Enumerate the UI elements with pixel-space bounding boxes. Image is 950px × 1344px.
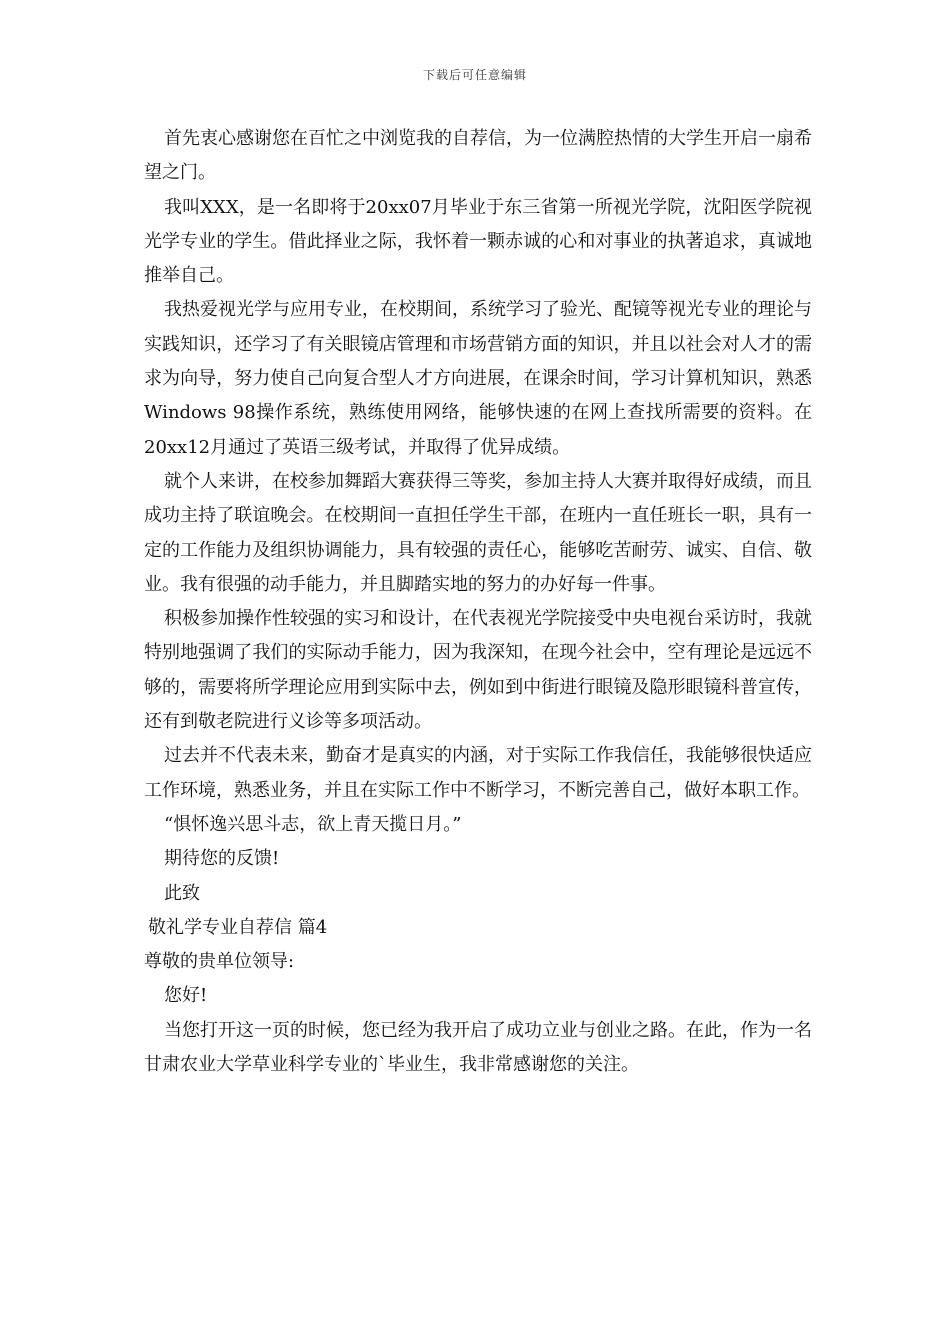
paragraph-salutation: 此致 bbox=[164, 882, 200, 904]
paragraph-opening: 当您打开这一页的时候，您已经为我开启了成功立业与创业之路。在此，作为一名甘肃农业大学草业科学专业的`毕业生，我非常感谢您的关注。 bbox=[144, 1019, 812, 1076]
letter-greeting: 您好! bbox=[164, 985, 208, 1007]
page-header: 下载后可任意编辑 bbox=[422, 68, 527, 82]
paragraph-quote: “惧怀逸兴思斗志，欲上青天揽日月。” bbox=[164, 813, 462, 835]
paragraph-gratitude: 首先衷心感谢您在百忙之中浏览我的自荐信，为一位满腔热情的大学生开启一扇希望之门。 bbox=[144, 128, 812, 184]
letter-addressee: 尊敬的贵单位领导: bbox=[144, 951, 295, 973]
section-heading: 敬礼学专业自荐信 篇4 bbox=[148, 916, 328, 938]
paragraph-practice: 积极参加操作性较强的实习和设计，在代表视光学院接受中央电视台采访时，我就特别地强调了我们的实际动手能力，因为我深知，在现今社会中，空有理论是远远不够的，需要将所学理论应用到实际中去，例如到中街进行眼镜及隐形眼镜科普宣传，还有到敬老院进行义诊等多项活动。 bbox=[144, 608, 812, 733]
paragraph-studies: 我热爱视光学与应用专业，在校期间，系统学习了验光、配镜等视光专业的理论与实践知识，还学习了有关眼镜店管理和市场营销方面的知识，并且以社会对人才的需求为向导，努力使自己向复合型人才方向进展，在课余时间，学习计算机知识，熟悉Windows 98操作系统，熟练使用网络，能够快速的在网上查找所需要的资料。在20xx12月通过了英语三级考试，并取得了优异成绩。 bbox=[144, 299, 812, 458]
paragraph-commitment: 过去并不代表未来，勤奋才是真实的内涵，对于实际工作我信任，我能够很快适应工作环境，熟悉业务，并且在实际工作中不断学习，不断完善自己，做好本职工作。 bbox=[144, 745, 812, 801]
paragraph-activities: 就个人来讲，在校参加舞蹈大赛获得三等奖，参加主持人大赛并取得好成绩，而且成功主持了联谊晚会。在校期间一直担任学生干部，在班内一直任班长一职，具有一定的工作能力及组织协调能力，具有较强的责任心，能够吃苦耐劳、诚实、自信、敬业。我有很强的动手能力，并且脚踏实地的努力的办好每一件事。 bbox=[144, 470, 812, 595]
paragraph-introduction: 我叫XXX，是一名即将于20xx07月毕业于东三省第一所视光学院，沈阳医学院视光学专业的学生。借此择业之际，我怀着一颗赤诚的心和对事业的执著追求，真诚地推举自己。 bbox=[144, 196, 812, 287]
paragraph-closing: 期待您的反馈! bbox=[164, 848, 280, 870]
document-body bbox=[144, 122, 812, 1082]
